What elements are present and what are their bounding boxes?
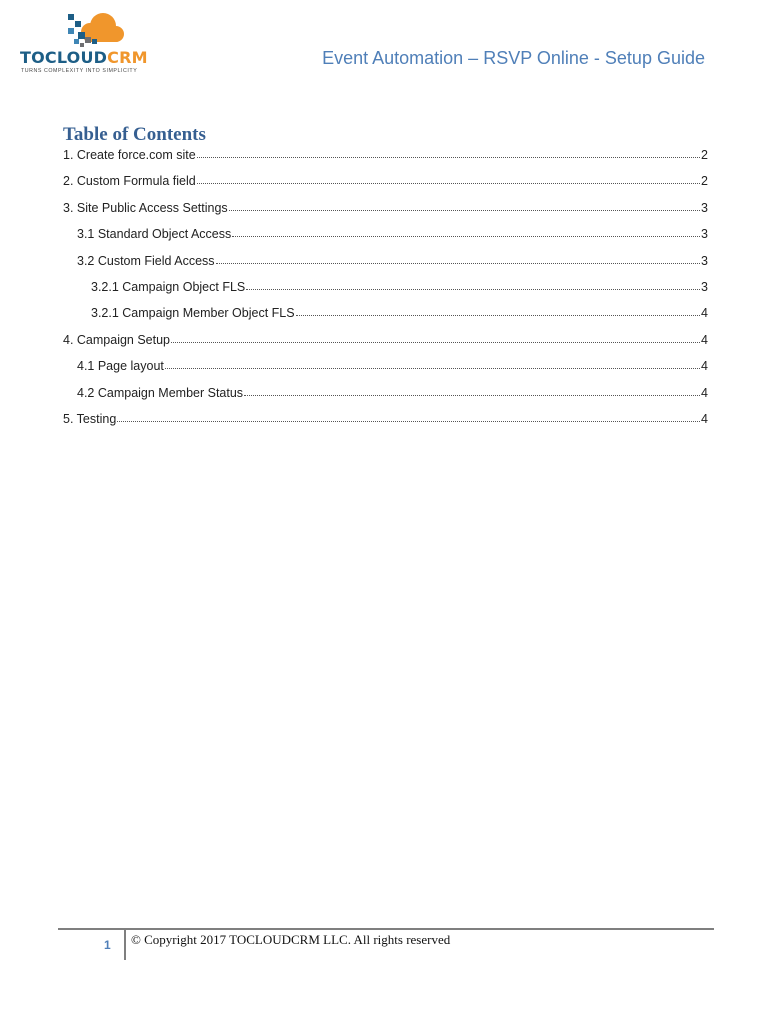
toc-entry-campaign-member-status[interactable] (63, 386, 708, 412)
toc-entry-label: 4. Campaign Setup (63, 332, 171, 347)
toc-entry-label: 2. Custom Formula field (63, 174, 196, 189)
toc-entry-campaign-setup[interactable] (63, 333, 708, 359)
logo-tagline: TURNS COMPLEXITY INTO SIMPLICITY (21, 68, 138, 74)
toc-entry-label: 3.2.1 Campaign Object FLS (91, 279, 246, 294)
toc-entry-page: 4 (701, 385, 708, 400)
toc-heading: Table of Contents (63, 124, 206, 145)
toc-entry-label: 5. Testing (63, 411, 117, 426)
toc-entry-page: 2 (701, 148, 708, 162)
dot-leader (232, 226, 700, 237)
toc-entry-page: 2 (701, 174, 708, 189)
dot-leader (197, 147, 700, 158)
dot-leader (296, 305, 700, 316)
toc-entry-page: 3 (701, 279, 708, 294)
footer-copyright: © Copyright 2017 TOCLOUDCRM LLC. All rights reserved (131, 932, 451, 947)
dot-leader (171, 332, 700, 343)
toc-entry-standard-object-access[interactable] (63, 227, 708, 253)
footer-page-number: 1 (104, 938, 111, 952)
toc-entry-page: 4 (701, 332, 708, 347)
toc-entry-label: 4.1 Page layout (77, 359, 164, 374)
dot-leader (117, 411, 700, 422)
dot-leader (216, 253, 700, 264)
toc-entry-label: 4.2 Campaign Member Status (77, 385, 244, 400)
toc-entry-page: 4 (701, 306, 708, 321)
toc-entry-campaign-member-object-fls[interactable] (63, 306, 708, 332)
toc-entry-page: 4 (701, 359, 708, 374)
company-logo (18, 10, 158, 76)
toc-entry-label: 1. Create force.com site (63, 148, 196, 162)
dot-leader (229, 200, 700, 211)
dot-leader (197, 173, 700, 184)
toc-entry-campaign-object-fls[interactable] (63, 280, 708, 306)
toc-entry-label: 3.2 Custom Field Access (77, 253, 215, 268)
toc-entry-page-layout[interactable] (63, 359, 708, 385)
toc-entry-site-public-access[interactable] (63, 201, 708, 227)
toc-entry-label: 3.1 Standard Object Access (77, 227, 232, 242)
footer-rule (58, 928, 714, 930)
toc-entry-label: 3.2.1 Campaign Member Object FLS (91, 306, 295, 321)
logo-word-part1: TOCLOUD (20, 48, 108, 67)
toc-entry-label: 3. Site Public Access Settings (63, 200, 228, 215)
logo-word-part2: CRM (107, 48, 148, 67)
footer-divider (124, 930, 126, 960)
toc-entry-custom-field-access[interactable] (63, 254, 708, 280)
toc-entry-page: 3 (701, 253, 708, 268)
document-title: Event Automation – RSVP Online - Setup Guide (322, 48, 705, 68)
toc-entry-page: 4 (701, 411, 708, 426)
logo-wordmark (20, 48, 148, 67)
toc-entry-testing[interactable] (63, 412, 708, 438)
toc-entry-create-site[interactable] (63, 148, 708, 174)
toc-entry-page: 3 (701, 227, 708, 242)
toc-entry-custom-formula[interactable] (63, 174, 708, 200)
dot-leader (246, 279, 700, 290)
dot-leader (244, 385, 700, 396)
table-of-contents (63, 148, 708, 438)
dot-leader (165, 358, 700, 369)
toc-entry-page: 3 (701, 200, 708, 215)
